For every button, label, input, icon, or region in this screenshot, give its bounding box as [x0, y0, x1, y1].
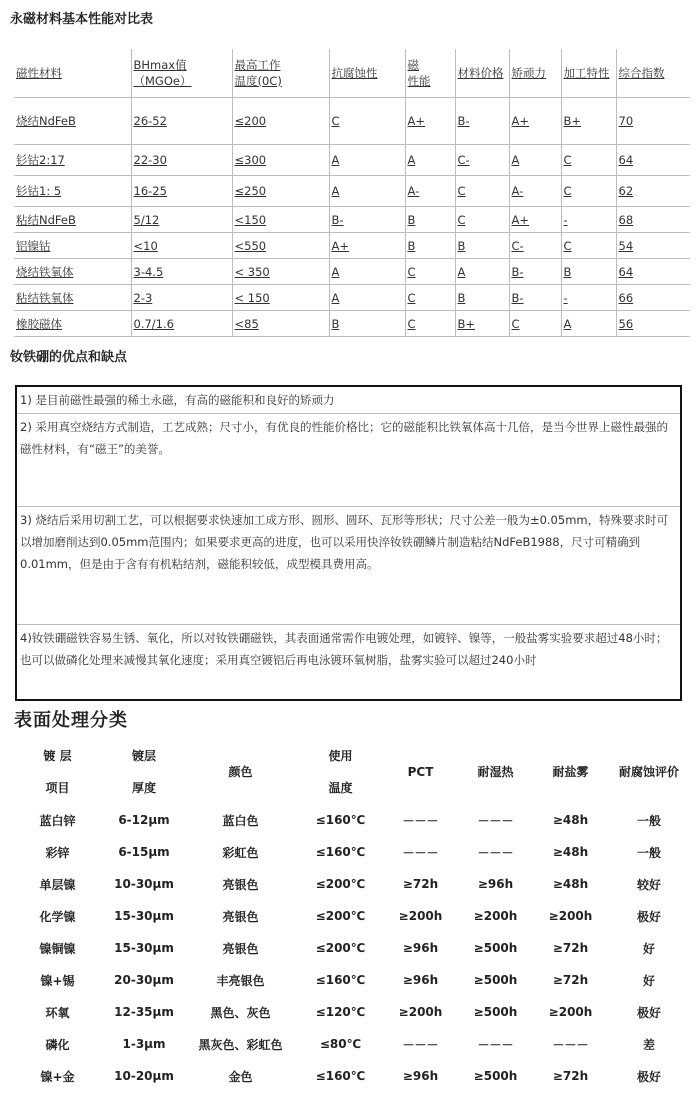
table-row — [14, 285, 690, 311]
table-cell: 环氧 — [45, 1005, 70, 1020]
table-cell: 好 — [642, 973, 655, 988]
table-cell: 亮银色 — [222, 877, 259, 892]
table-cell — [616, 176, 690, 207]
table-row — [14, 233, 690, 259]
cell-text: A+ — [331, 238, 350, 253]
cell-text: - — [563, 290, 568, 305]
table-cell: 一般 — [636, 813, 661, 828]
cell-text: ≤200 — [234, 114, 267, 128]
cell-text: 70 — [618, 114, 634, 128]
surface-treatment-table — [10, 740, 690, 1092]
section-title-comparison: 永磁材料基本性能对比表 — [10, 12, 154, 27]
table-cell: 镍铜镍 — [39, 941, 76, 956]
header-cell — [561, 49, 616, 98]
cell-text: 54 — [618, 238, 634, 253]
table-cell: －－－ — [477, 813, 514, 828]
table-cell — [329, 259, 405, 285]
table-cell — [14, 207, 131, 233]
header-cell — [329, 49, 405, 98]
cell-text: C — [563, 238, 572, 253]
table-cell — [405, 285, 455, 311]
cell-text: 粘结NdFeB — [16, 212, 76, 227]
table-cell: 差 — [642, 1037, 655, 1052]
header-cell — [298, 740, 383, 804]
table-cell: 蓝白锌 — [39, 813, 76, 828]
table-cell: 亮银色 — [222, 941, 259, 956]
table-cell — [561, 176, 616, 207]
table-cell: 化学镍 — [39, 909, 76, 924]
table-cell — [561, 98, 616, 145]
table-cell: 丰亮银色 — [216, 973, 265, 988]
table-cell: －－－ — [402, 1037, 439, 1052]
table-cell — [616, 311, 690, 337]
cell-text: B — [457, 290, 466, 305]
table-cell — [232, 285, 329, 311]
header-text: 加工特性 — [563, 66, 610, 80]
table-cell — [616, 98, 690, 145]
cell-text: <85 — [234, 316, 259, 331]
table-cell — [616, 207, 690, 233]
table-row — [10, 932, 690, 964]
pros-cons-box — [15, 385, 682, 701]
paragraph-1: 1) 是目前磁性最强的稀土永磁，有高的磁能积和良好的矫顽力 — [17, 387, 680, 414]
table-cell — [131, 98, 232, 145]
magnet-comparison-table — [14, 49, 690, 337]
table-cell: 1-3μm — [122, 1037, 166, 1051]
table-cell — [405, 145, 455, 176]
table-cell: ≥96h — [402, 1069, 439, 1083]
cell-text: A — [407, 153, 416, 167]
table-row — [10, 1060, 690, 1092]
table-cell — [509, 311, 561, 337]
table-cell — [616, 259, 690, 285]
table-cell — [131, 233, 232, 259]
header-text: 颜色 — [228, 765, 253, 779]
table-cell — [509, 207, 561, 233]
table-cell — [329, 311, 405, 337]
header-cell — [616, 49, 690, 98]
table-cell — [14, 233, 131, 259]
table-row — [10, 868, 690, 900]
cell-text: <10 — [133, 238, 158, 253]
table-cell — [455, 233, 509, 259]
table-cell — [509, 233, 561, 259]
table-cell: ≥96h — [402, 941, 439, 955]
table-cell: ≥500h — [473, 973, 518, 987]
cell-text: A- — [511, 184, 524, 198]
cell-text: C — [511, 316, 520, 331]
cell-text: C — [407, 290, 416, 305]
table-cell: 镍+锡 — [40, 973, 75, 988]
table-row — [14, 259, 690, 285]
header-cell — [455, 49, 509, 98]
cell-text: <550 — [234, 238, 267, 253]
header-cell — [509, 49, 561, 98]
table-cell: ≤160℃ — [315, 973, 366, 987]
cell-text: B- — [511, 290, 524, 305]
header-cell — [183, 740, 298, 804]
cell-text: 62 — [618, 184, 634, 198]
table-row — [10, 804, 690, 836]
table-cell: ≥500h — [473, 1005, 518, 1019]
cell-text: B- — [457, 114, 470, 128]
cell-text: 钐钴1: 5 — [16, 184, 62, 198]
table-cell: ≥96h — [477, 877, 514, 891]
header-text: 厚度 — [131, 781, 156, 795]
table-row — [14, 98, 690, 145]
cell-text: A — [331, 290, 340, 305]
cell-text: B — [457, 238, 466, 253]
table-cell: －－－ — [402, 845, 439, 860]
table-cell: ≥200h — [398, 909, 443, 923]
table-cell — [131, 176, 232, 207]
table-cell: ≤160℃ — [315, 813, 366, 827]
table-cell — [131, 259, 232, 285]
cell-text: B — [563, 264, 572, 279]
table-cell — [455, 98, 509, 145]
header-text: 性能 — [407, 74, 431, 88]
cell-text: C — [407, 264, 416, 279]
table-cell — [455, 176, 509, 207]
header-text: 磁性材料 — [16, 66, 62, 80]
cell-text: < 350 — [234, 264, 270, 279]
cell-text: 56 — [618, 316, 634, 331]
cell-text: A — [511, 153, 520, 167]
cell-text: B+ — [457, 316, 476, 331]
cell-text: C — [331, 114, 340, 128]
cell-text: A — [331, 264, 340, 279]
cell-text: 64 — [618, 264, 634, 279]
cell-text: C — [563, 184, 572, 198]
cell-text: ≤300 — [234, 153, 267, 167]
cell-text: 烧结铁氧体 — [16, 264, 74, 279]
table-cell — [455, 311, 509, 337]
table-cell — [509, 285, 561, 311]
table-cell: 黑色、灰色 — [210, 1005, 271, 1020]
header-text: 耐盐雾 — [552, 765, 589, 779]
cell-text: A — [331, 153, 340, 167]
cell-text: C — [457, 212, 466, 227]
table-cell — [329, 285, 405, 311]
table-cell — [455, 207, 509, 233]
table-cell — [232, 145, 329, 176]
table-cell — [131, 311, 232, 337]
cell-text: C — [407, 316, 416, 331]
table-cell — [232, 259, 329, 285]
table-cell — [509, 145, 561, 176]
header-text: 耐腐蚀评价 — [618, 765, 679, 779]
cell-text: 66 — [618, 290, 634, 305]
table-cell — [131, 145, 232, 176]
table-cell — [14, 285, 131, 311]
header-cell — [131, 49, 232, 98]
header-text: 镀 层 — [43, 749, 72, 763]
table-cell: －－－ — [402, 813, 439, 828]
table-cell: 极好 — [636, 1069, 661, 1084]
table-cell — [329, 176, 405, 207]
table-cell: 黑灰色、彩虹色 — [198, 1037, 283, 1052]
cell-text: 16-25 — [133, 184, 167, 198]
header-text: 使用 — [328, 749, 353, 763]
table-cell: 较好 — [636, 877, 661, 892]
table-header-row — [14, 49, 690, 98]
cell-text: A- — [407, 184, 420, 198]
cell-text: 钐钴2:17 — [16, 153, 65, 167]
cell-text: A+ — [407, 114, 426, 128]
table-cell — [14, 98, 131, 145]
table-row — [10, 964, 690, 996]
table-cell: ≥48h — [552, 813, 589, 827]
table-cell — [232, 207, 329, 233]
cell-text: C — [457, 184, 466, 198]
header-text: 镀层 — [131, 749, 156, 763]
table-cell: 15-30μm — [114, 909, 174, 923]
table-cell: 6-15μm — [118, 845, 170, 859]
table-header-row — [10, 740, 690, 804]
table-cell: 15-30μm — [114, 941, 174, 955]
table-cell: ≥500h — [473, 941, 518, 955]
table-cell: 10-30μm — [114, 877, 174, 891]
header-cell — [383, 740, 458, 804]
table-cell — [455, 259, 509, 285]
table-cell — [561, 233, 616, 259]
table-cell — [455, 145, 509, 176]
header-text: 材料价格 — [457, 66, 504, 80]
cell-text: 64 — [618, 153, 634, 167]
cell-text: 2-3 — [133, 290, 153, 305]
cell-text: B+ — [563, 114, 582, 128]
cell-text: B- — [511, 264, 524, 279]
cell-text: 烧结NdFeB — [16, 114, 76, 128]
table-cell — [509, 98, 561, 145]
cell-text: 粘结铁氧体 — [16, 290, 74, 305]
cell-text: C — [563, 153, 572, 167]
table-cell — [616, 145, 690, 176]
table-cell: 镍+金 — [40, 1069, 75, 1084]
table-cell: ≥72h — [552, 941, 589, 955]
table-cell — [561, 145, 616, 176]
table-cell: 彩锌 — [45, 845, 70, 860]
cell-text: 铝镍钴 — [16, 238, 51, 253]
table-cell — [405, 98, 455, 145]
table-cell: ≥200h — [548, 1005, 593, 1019]
table-cell — [405, 233, 455, 259]
table-cell — [232, 311, 329, 337]
table-cell — [561, 207, 616, 233]
table-cell: ≤160℃ — [315, 1069, 366, 1083]
table-cell: 蓝白色 — [222, 813, 259, 828]
header-cell — [14, 49, 131, 98]
table-cell: ≤200℃ — [315, 941, 366, 955]
table-cell — [14, 176, 131, 207]
header-text: 项目 — [45, 781, 70, 795]
header-cell — [10, 740, 105, 804]
table-cell — [14, 145, 131, 176]
table-cell: ≤80℃ — [319, 1037, 362, 1051]
cell-text: < 150 — [234, 290, 270, 305]
table-row — [10, 996, 690, 1028]
table-cell: ≥200h — [398, 1005, 443, 1019]
table-cell — [14, 259, 131, 285]
table-cell — [131, 207, 232, 233]
table-cell: 彩虹色 — [222, 845, 259, 860]
table-cell: ≥200h — [473, 909, 518, 923]
table-cell — [329, 207, 405, 233]
cell-text: 22-30 — [133, 153, 167, 167]
table-cell — [329, 98, 405, 145]
header-text: （MGOe） — [133, 74, 192, 88]
section-title-surface-treatment: 表面处理分类 — [14, 710, 128, 731]
table-cell: －－－ — [477, 845, 514, 860]
table-cell — [405, 259, 455, 285]
table-cell: ≥96h — [402, 973, 439, 987]
table-row — [14, 311, 690, 337]
table-cell — [232, 176, 329, 207]
header-text: 磁 — [407, 58, 419, 72]
table-row — [10, 1028, 690, 1060]
table-cell — [561, 259, 616, 285]
header-text: PCT — [407, 765, 434, 779]
header-text: 耐湿热 — [477, 765, 514, 779]
header-cell — [405, 49, 455, 98]
table-cell — [232, 233, 329, 259]
cell-text: A — [457, 264, 466, 279]
cell-text: <150 — [234, 212, 267, 227]
cell-text: 26-52 — [133, 114, 167, 128]
table-cell — [561, 285, 616, 311]
header-cell — [105, 740, 183, 804]
table-cell: 6-12μm — [118, 813, 170, 827]
table-cell — [455, 285, 509, 311]
table-cell: ≥500h — [473, 1069, 518, 1083]
table-cell: ≥72h — [552, 1069, 589, 1083]
cell-text: B- — [331, 212, 344, 227]
table-cell: 亮银色 — [222, 909, 259, 924]
header-text: 矫顽力 — [511, 66, 546, 80]
table-cell: 单层镍 — [39, 877, 76, 892]
table-cell: －－－ — [477, 1037, 514, 1052]
table-cell — [509, 259, 561, 285]
cell-text: B — [331, 316, 340, 331]
header-text: BHmax值 — [133, 58, 187, 72]
cell-text: ≤250 — [234, 184, 267, 198]
header-cell — [608, 740, 690, 804]
table-cell — [232, 98, 329, 145]
paragraph-3: 3) 烧结后采用切割工艺，可以根据要求快速加工成方形、圆形、圆环、瓦形等形状；尺寸公差一般为±0.05mm，特殊要求时可以增加磨削达到0.05mm范围内；如果要求更高的进度，也可以采用快淬钕铁硼鳞片制造粘结NdFeB1988，尺寸可精确到0.01mm，但是由于含有有机粘结剂，磁能积较低，成型模具费用高。 — [17, 507, 680, 625]
header-cell — [458, 740, 533, 804]
header-text: 抗腐蚀性 — [331, 66, 378, 80]
table-row — [14, 145, 690, 176]
cell-text: B — [407, 238, 416, 253]
header-text: 综合指数 — [618, 66, 665, 80]
table-cell: 10-20μm — [114, 1069, 174, 1083]
table-cell: ≥72h — [402, 877, 439, 891]
cell-text: C- — [457, 153, 470, 167]
table-row — [14, 176, 690, 207]
header-cell — [232, 49, 329, 98]
header-cell — [533, 740, 608, 804]
table-cell: ≥48h — [552, 877, 589, 891]
header-text: 最高工作 — [234, 58, 281, 72]
table-cell: ≤200℃ — [315, 909, 366, 923]
table-cell: 好 — [642, 941, 655, 956]
table-cell: 极好 — [636, 909, 661, 924]
table-cell — [329, 145, 405, 176]
table-cell: 金色 — [228, 1069, 253, 1084]
table-cell — [131, 285, 232, 311]
paragraph-4: 4)钕铁硼磁铁容易生锈、氧化，所以对钕铁硼磁铁，其表面通常需作电镀处理，如镀锌、镍等，一般盐雾实验要求超过48小时；也可以做磷化处理来减慢其氧化速度；采用真空镀铝后再电泳镀环氧树脂，盐雾实验可以超过240小时 — [20, 631, 668, 667]
table-cell: 一般 — [636, 845, 661, 860]
cell-text: - — [563, 212, 568, 227]
cell-text: 3-4.5 — [133, 264, 164, 279]
table-cell: 20-30μm — [114, 973, 174, 987]
table-row — [10, 836, 690, 868]
table-cell — [405, 176, 455, 207]
header-text: 温度(0C) — [234, 74, 282, 88]
cell-text: A — [563, 316, 572, 331]
cell-text: 5/12 — [133, 212, 160, 227]
cell-text: A — [331, 184, 340, 198]
table-row — [14, 207, 690, 233]
table-cell — [405, 311, 455, 337]
table-cell — [405, 207, 455, 233]
table-cell: ≥48h — [552, 845, 589, 859]
table-cell: ≥72h — [552, 973, 589, 987]
table-cell — [561, 311, 616, 337]
table-cell — [616, 285, 690, 311]
cell-text: A+ — [511, 114, 530, 128]
table-cell: ≤160℃ — [315, 845, 366, 859]
table-cell: 极好 — [636, 1005, 661, 1020]
table-cell — [509, 176, 561, 207]
cell-text: 0.7/1.6 — [133, 316, 174, 331]
table-cell — [616, 233, 690, 259]
paragraph-2: 2) 采用真空烧结方式制造，工艺成熟；尺寸小，有优良的性能价格比；它的磁能积比铁氧体高十几倍，是当今世界上磁性最强的磁性材料，有“磁王”的美誉。 — [17, 414, 680, 507]
table-cell: 12-35μm — [114, 1005, 174, 1019]
table-cell: 磷化 — [45, 1037, 70, 1052]
table-cell: ≥200h — [548, 909, 593, 923]
table-cell: ≤200℃ — [315, 877, 366, 891]
cell-text: 68 — [618, 212, 634, 227]
cell-text: 橡胶磁体 — [16, 316, 62, 331]
table-cell — [329, 233, 405, 259]
cell-text: C- — [511, 238, 524, 253]
table-row — [10, 900, 690, 932]
table-cell: －－－ — [552, 1037, 589, 1052]
header-text: 温度 — [328, 781, 353, 795]
section-title-pros-cons: 钕铁硼的优点和缺点 — [10, 350, 128, 365]
table-cell — [14, 311, 131, 337]
cell-text: B — [407, 212, 416, 227]
cell-text: A+ — [511, 212, 530, 227]
table-cell: ≤120℃ — [315, 1005, 366, 1019]
